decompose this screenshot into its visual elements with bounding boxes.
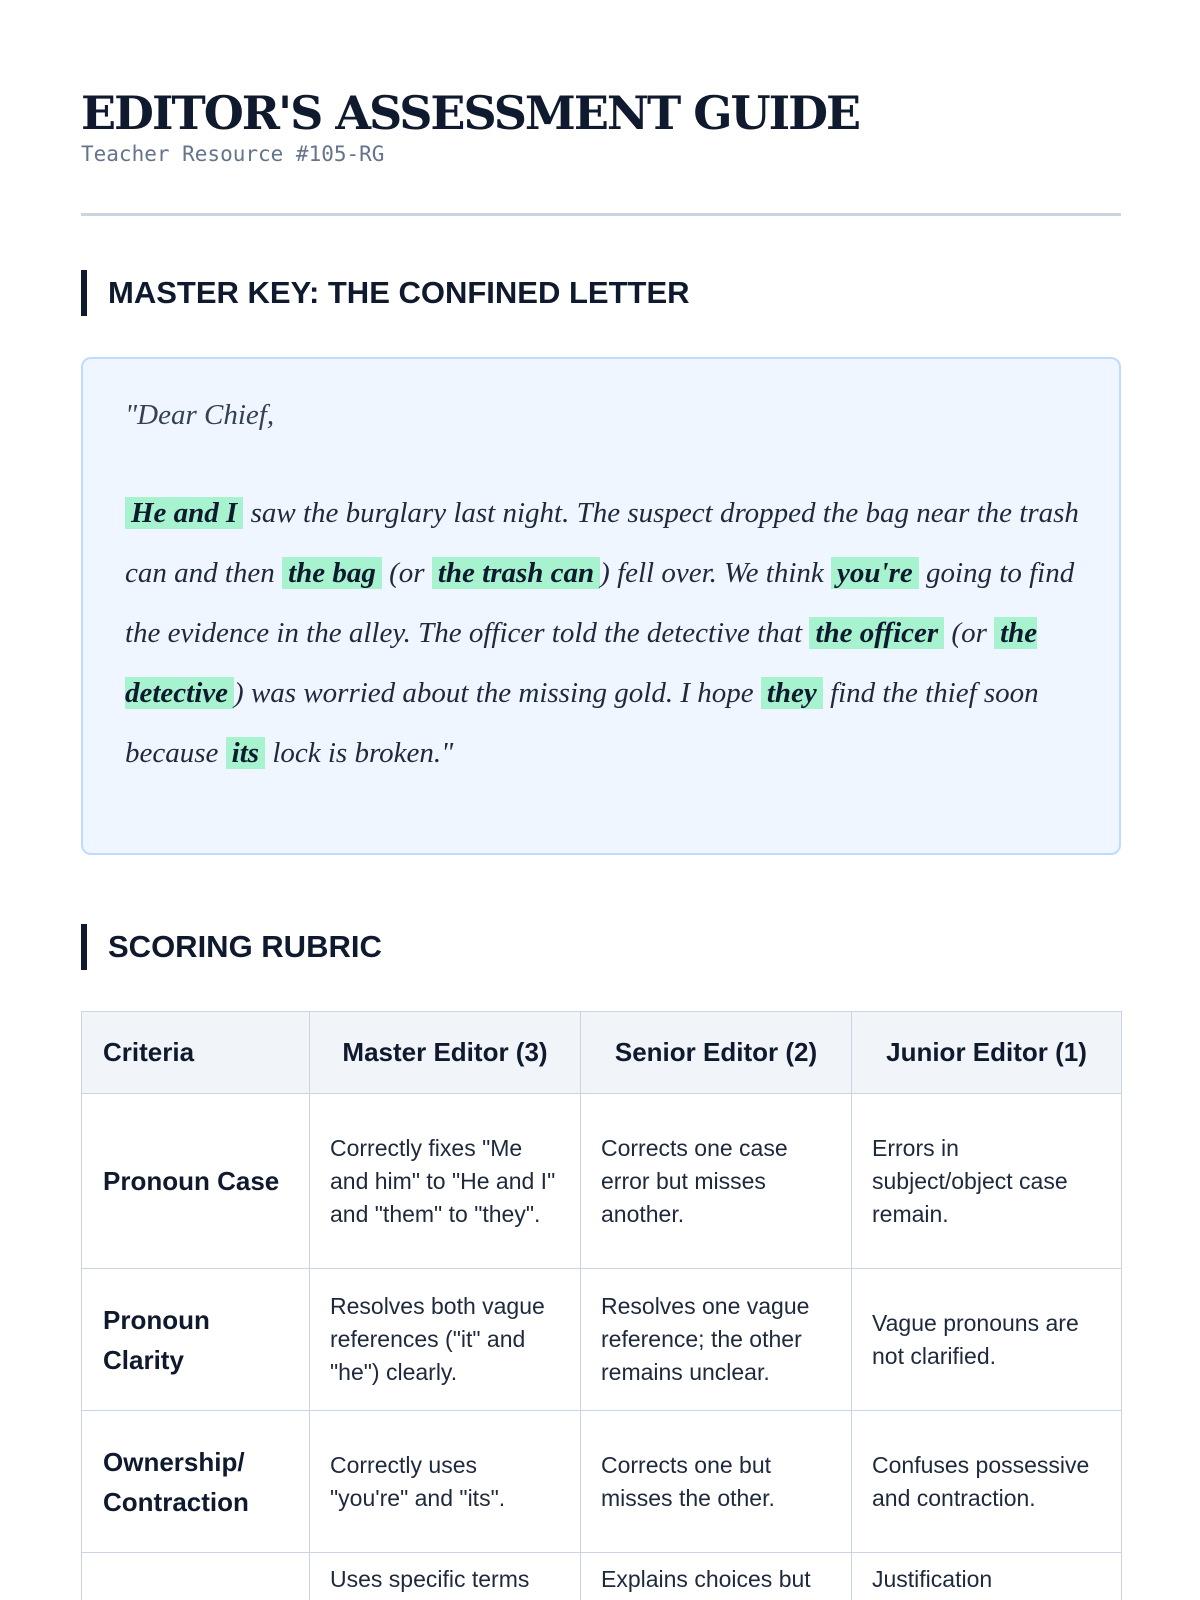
letter-text: find the thief soon because (125, 677, 1039, 769)
letter-text: going to find the evidence in the alley. The officer told the detective that (125, 557, 1075, 649)
letter-salutation: "Dear Chief, (125, 399, 275, 431)
resource-id: Teacher Resource #105-RG (81, 142, 385, 166)
corrected-phrase-highlight: the detective (125, 617, 1038, 709)
junior-editor-cell: Vague pronouns are not clarified. (852, 1269, 1122, 1411)
letter-text: (or (944, 617, 995, 649)
junior-editor-cell: Confuses possessive and contraction. (852, 1411, 1122, 1553)
senior-editor-cell: Corrects one but misses the other. (581, 1411, 852, 1553)
table-row (82, 1553, 1122, 1600)
criteria-cell: Pronoun Clarity (82, 1269, 310, 1411)
junior-editor-cell: Errors in subject/object case remain. (852, 1094, 1122, 1269)
column-header-senior-editor: Senior Editor (2) (581, 1012, 852, 1094)
corrected-phrase-highlight: He and I (125, 497, 243, 529)
corrected-phrase-highlight: you're (831, 557, 919, 589)
letter-text: lock is broken." (265, 737, 454, 769)
master-key-letter (81, 357, 1121, 855)
corrected-phrase-highlight: they (761, 677, 823, 709)
column-header-master-editor: Master Editor (3) (310, 1012, 581, 1094)
scoring-rubric-heading: SCORING RUBRIC (81, 924, 382, 970)
corrected-phrase-highlight: the trash can (432, 557, 600, 589)
table-header-row (82, 1012, 1122, 1094)
letter-text: ) fell over. We think (600, 557, 832, 589)
junior-editor-cell: Justification (852, 1553, 1122, 1600)
column-header-junior-editor: Junior Editor (1) (852, 1012, 1122, 1094)
criteria-cell: Pronoun Case (82, 1094, 310, 1269)
senior-editor-cell: Resolves one vague reference; the other remains unclear. (581, 1269, 852, 1411)
master-editor-cell: Uses specific terms (310, 1553, 581, 1600)
criteria-cell (82, 1553, 310, 1600)
table-row (82, 1411, 1122, 1553)
master-editor-cell: Resolves both vague references ("it" and "he") clearly. (310, 1269, 581, 1411)
letter-text: saw the burglary last night. The suspect dropped the bag near the trash can and then (125, 497, 1079, 589)
page-title: EDITOR'S ASSESSMENT GUIDE (81, 86, 860, 140)
senior-editor-cell: Corrects one case error but misses another. (581, 1094, 852, 1269)
column-header-criteria: Criteria (82, 1012, 310, 1094)
master-editor-cell: Correctly uses "you're" and "its". (310, 1411, 581, 1553)
letter-text: (or (381, 557, 432, 589)
senior-editor-cell: Explains choices but (581, 1553, 852, 1600)
master-editor-cell: Correctly fixes "Me and him" to "He and I" and "them" to "they". (310, 1094, 581, 1269)
criteria-cell: Ownership/ Contraction (82, 1411, 310, 1553)
corrected-phrase-highlight: its (226, 737, 265, 769)
master-key-heading: MASTER KEY: THE CONFINED LETTER (81, 270, 690, 316)
letter-body (125, 483, 1079, 783)
corrected-phrase-highlight: the bag (282, 557, 382, 589)
letter-text: ) was worried about the missing gold. I hope (234, 677, 761, 709)
table-row (82, 1269, 1122, 1411)
corrected-phrase-highlight: the officer (809, 617, 944, 649)
header-divider (81, 213, 1121, 216)
table-row (82, 1094, 1122, 1269)
scoring-rubric-table (81, 1011, 1122, 1600)
